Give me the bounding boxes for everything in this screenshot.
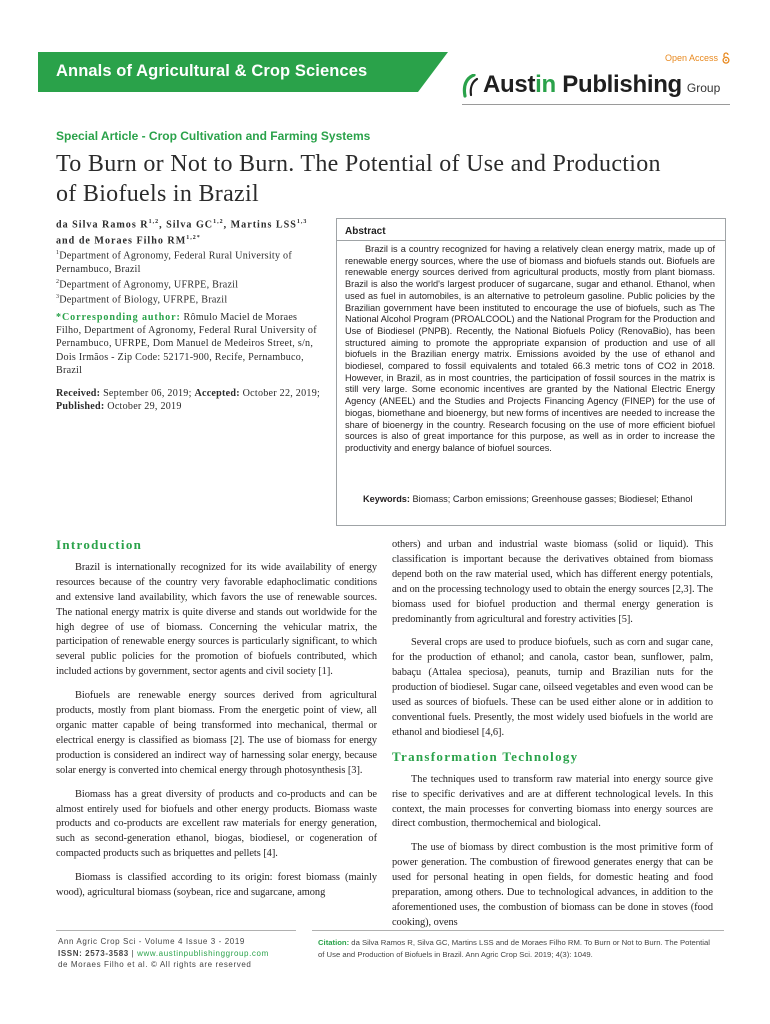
author-2-affiliation: 1,2 [213,219,224,225]
keywords-label: Keywords: [363,494,410,504]
body-paragraph: Brazil is internationally recognized for its wide availability of energy resources because of the country very favorable edaphoclimatic conditions and extensive land availability, which favors the use of renewable sources. The national energy matrix is quite diverse and stands out worldwide for the high degree of use of biomass. Concerning the vehicular matrix, the participation of renewable energy sources is particularly significant, to which several public policies for the promotion of biofuels contributed, which included actions by government, sector agents and civil society [1]. [56,561,377,678]
body-column-left [56,538,377,910]
header-divider [462,104,730,105]
article-title: To Burn or Not to Burn. The Potential of Use and Production of Biofuels in Brazil [56,151,661,207]
corresponding-author-label: *Corresponding author: [56,312,181,324]
affiliation-1-text: Department of Agronomy, Federal Rural University of Pernambuco, Brazil [56,250,292,275]
publisher-name-publishing: Publishing [562,71,682,98]
journal-banner-tail [418,52,448,92]
author-conjunction: and [56,234,76,246]
affiliation-3-text: Department of Biology, UFRPE, Brazil [59,294,228,306]
keywords-list: Biomass; Carbon emissions; Greenhouse gasses; Biodiesel; Ethanol [409,494,693,504]
author-1-affiliation: 1,2 [148,219,160,225]
body-paragraph: The techniques used to transform raw material into energy source give rise to specific derivatives and are at different technological levels. In this context, the main processes for converting biomass into energy sources are direct combustion, thermochemical and biological. [392,773,713,830]
received-label: Received: [56,388,101,400]
affiliation-2 [56,276,322,292]
body-paragraph: Biomass is classified according to its origin: forest biomass (mainly wood), agricultural biomass (soybean, rice and sugarcane, among [56,872,377,899]
publisher-logo [462,72,720,98]
publisher-logo-icon [462,74,482,98]
body-paragraph: The use of biomass by direct combustion is the most primitive form of power generation. The combustion of firewood generates energy that can be used for personal heating in open fields, for domestic heating and food preparation, among others. Due to technological advances, in addition to the aforementioned uses, the combustion of biomass can be done in stoves (food cooking), ovens [392,842,713,928]
keywords [345,494,715,506]
published-date: October 29, 2019 [104,401,182,413]
section-heading-transformation-technology: Transformation Technology [392,748,579,764]
footer-journal-info [58,936,269,971]
footer-volume: Ann Agric Crop Sci - Volume 4 Issue 3 - 2019 [58,937,245,946]
abstract-divider [336,240,726,241]
author-1: da Silva Ramos R [56,219,149,231]
abstract-text: Brazil is a country recognized for having a relatively clean energy matrix, made up of renewable energy sources, where the use of biomass and biofuels stands out. Biofuels are renewable energy sources derived from agricultural products, mostly from plant biomass. Brazil is also the world's largest producer of sugarcane, sugar and ethanol. Ethanol, when used as fuel in automobiles, is an alternative to petroleum gasoline. Public policies by the Brazilian government have been instituted to encourage the use of biofuels, such as The National Alcohol Program (PROALCOOL) and the National Program for the Production and Use of Biodiesel (PNPB). Recently, the National Biofuels Policy (RenovaBio), has been structured aiming to promote the appropriate expansion of production and use of all biofuels in the Brazilian energy matrix. Emissions avoided by the use of ethanol and biodiesel, compared to fossil equivalents and totaled 66.3 metric tons of CO2 in 2018. However, in Brazil, as in most countries, the participation of fossil sources in the matrix is still very large. Some economic incentives are granted by the National Electric Energy Agency (ANEEL) and the Studies and Projects Financing Agency (FINEP) for the use of biogas, biomethane and bioenergy, but new forms of incentives are needed to increase the share of bioenergy in the country. Research focusing on the use of more efficient biofuel sources is also of great importance for this purpose, as well as in order to increase the productivity and energy balance of biofuel sources. [345,244,715,453]
body-column-right [392,538,713,940]
body-paragraph: Several crops are used to produce biofuels, such as corn and sugar cane, for the production of ethanol; and canola, castor bean, sunflower, palm, babaçu (Attalea speciosa), peanuts, turnip and Brazilian nuts for the production of biodiesel. Sugar cane, oilseed vegetables and even wood can be used as sources of biofuels. These can be used either alone or in addition to conventional fuels. Presently, the most widely used biofuels in the world are ethanol and biodiesel [4,6]. [392,637,713,738]
received-date: September 06, 2019; [100,388,192,400]
affiliation-3-number: 3 [56,294,60,301]
corresponding-author [56,311,322,377]
accepted-label: Accepted: [194,388,240,400]
publisher-name-austin: Austin [483,71,556,98]
section-heading-introduction: Introduction [56,537,143,552]
open-lock-icon [722,52,730,64]
citation-label: Citation: [318,938,350,947]
affiliation-2-text: Department of Agronomy, UFRPE, Brazil [59,279,239,291]
footer-divider-left [56,930,296,931]
publisher-name [483,72,682,98]
author-3-affiliation: 1,3 [296,219,308,225]
published-label: Published: [56,401,105,413]
article-type: Special Article - Crop Cultivation and Farming Systems [56,129,371,143]
author-4-affiliation: 1,2* [186,234,201,241]
footer-issn: ISSN: 2573-3583 [58,948,129,958]
affiliation-2-number: 2 [56,278,60,285]
front-matter [56,216,322,413]
abstract-heading: Abstract [345,226,386,237]
affiliation-1-number: 1 [56,250,60,257]
body-paragraph: Biofuels are renewable energy sources derived from agricultural products, mostly from plant biomass. From the energetic point of view, all organic matter capable of being transformed into mechanical, thermal or electrical energy is classified as biomass [2]. The use of biomass for energy production is considered an indirect way of harnessing solar energy, because solar energy is converted into chemical energy through photosynthesis [3]. [56,690,377,776]
footer-copyright: de Moraes Filho et al. © All rights are reserved [58,960,252,969]
body-paragraph: others) and urban and industrial waste biomass (solid or liquid). This classification is important because the derivatives obtained from biomass depend both on the raw material used, which has different energy potentials, and on the processing technology used to obtain the energy sources [2,3]. The biomass used for biofuel production and thermal energy generation is predominantly from agricultural and forestry activities [5]. [392,539,713,625]
open-access-label: Open Access [664,53,718,63]
footer-citation [318,937,718,961]
article-dates [56,387,322,413]
journal-title: Annals of Agricultural & Crop Sciences [56,62,368,80]
affiliation-3 [56,291,322,307]
publisher-group: Group [686,81,721,95]
corresponding-author-text: Rômulo Maciel de Moraes Filho, Department of Agronomy, Federal Rural University of Pernambuco, UFRPE, Dom Manuel de Medeiros Street, s/n, Dois Irmãos - Zip Code: 52171-900, Recife, Pernambuco, Brazil [56,312,317,376]
citation-text: da Silva Ramos R, Silva GC, Martins LSS and de Moraes Filho RM. To Burn or Not to Burn. The Potential of Use and Production of Biofuels in Brazil. Ann Agric Crop Sci. 2019; 4(3): 1049. [318,938,710,959]
footer-issn-line [58,948,269,960]
open-access-badge [665,52,730,64]
footer-separator: | [128,948,138,958]
author-4: de Moraes Filho RM [78,234,187,246]
affiliation-1 [56,247,322,276]
footer-divider-right [312,930,724,931]
body-paragraph: Biomass has a great diversity of products and co-products and can be almost entirely used for biofuels and other energy products. Biomass waste products and co-products are excellent raw materials for energy generation, such as second-generation ethanol, biogas, biodiesel, or cogeneration of compacted products such as briquettes and pellets [4]. [56,788,377,860]
footer-url-link[interactable]: www.austinpublishinggroup.com [137,948,269,958]
accepted-date: October 22, 2019; [239,388,321,400]
author-2: Silva GC [166,219,214,231]
author-list: da Silva Ramos R$^{1,2}$, Silva GC$^{1,2}$, Martins LSS$^{1,3}$ and de Moraes Filho $RM^{1,2*}$ [56,219,308,246]
author-3: Martins LSS [230,219,297,231]
